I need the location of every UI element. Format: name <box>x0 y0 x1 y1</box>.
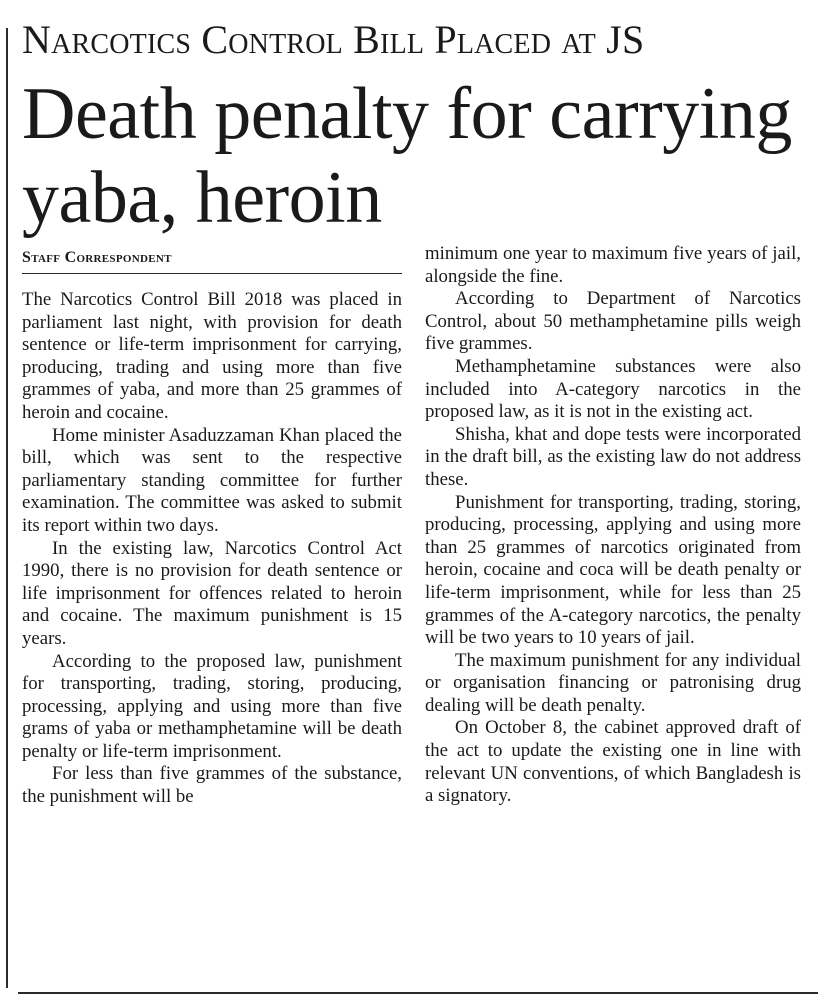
right-column <box>425 243 801 808</box>
left-border-rule <box>6 28 8 988</box>
left-column <box>22 289 402 809</box>
paragraph: Home minister Asaduzzaman Khan placed the bill, which was sent to the respective parliamentary standing committee for further examination. The committee was asked to submit its report within two days. <box>22 424 402 536</box>
byline-rule <box>22 273 402 274</box>
paragraph: Methamphetamine substances were also included into A-category narcotics in the proposed law, as it is not in the existing act. <box>425 355 801 423</box>
paragraph: In the existing law, Narcotics Control Act 1990, there is no provision for death sentence or life imprisonment for offences related to heroin and cocaine. The maximum punishment is 15 years. <box>22 537 402 649</box>
paragraph: The maximum punishment for any individual or organisation financing or patronising drug dealing will be death penalty. <box>425 649 801 716</box>
paragraph: According to Department of Narcotics Control, about 50 methamphetamine pills weigh five grammes. <box>425 288 801 355</box>
paragraph-continued: minimum one year to maximum five years of jail, alongside the fine. <box>425 243 801 287</box>
paragraph: According to the proposed law, punishment for transporting, trading, storing, producing, processing, applying and using more than five grams of yaba or methamphetamine will be death penalty or life-term imprisonment. <box>22 650 402 762</box>
kicker: Narcotics Control Bill Placed at JS <box>22 17 645 62</box>
byline: Staff Correspondent <box>22 249 172 266</box>
headline: Death penalty for carrying yaba, heroin <box>22 73 792 239</box>
paragraph: For less than five grammes of the substance, the punishment will be <box>22 763 402 808</box>
paragraph: The Narcotics Control Bill 2018 was placed in parliament last night, with provision for death sentence or life-term imprisonment for carrying, producing, trading and using more than five grammes of yaba, and more than 25 grammes of heroin and cocaine. <box>22 289 402 423</box>
paragraph: Punishment for transporting, trading, storing, producing, processing, applying and using more than 25 grammes of narcotics originated from heroin, cocaine and coca will be death penalty or life-term imprisonment, while for less than 25 grammes of the A-category narcotics, the penalty will be two years to 10 years of jail. <box>425 491 801 649</box>
paragraph: On October 8, the cabinet approved draft of the act to update the existing one in line with relevant UN conventions, of which Bangladesh is a signatory. <box>425 717 801 807</box>
bottom-border-rule <box>18 992 818 994</box>
paragraph: Shisha, khat and dope tests were incorporated in the draft bill, as the existing law do not address these. <box>425 423 801 490</box>
